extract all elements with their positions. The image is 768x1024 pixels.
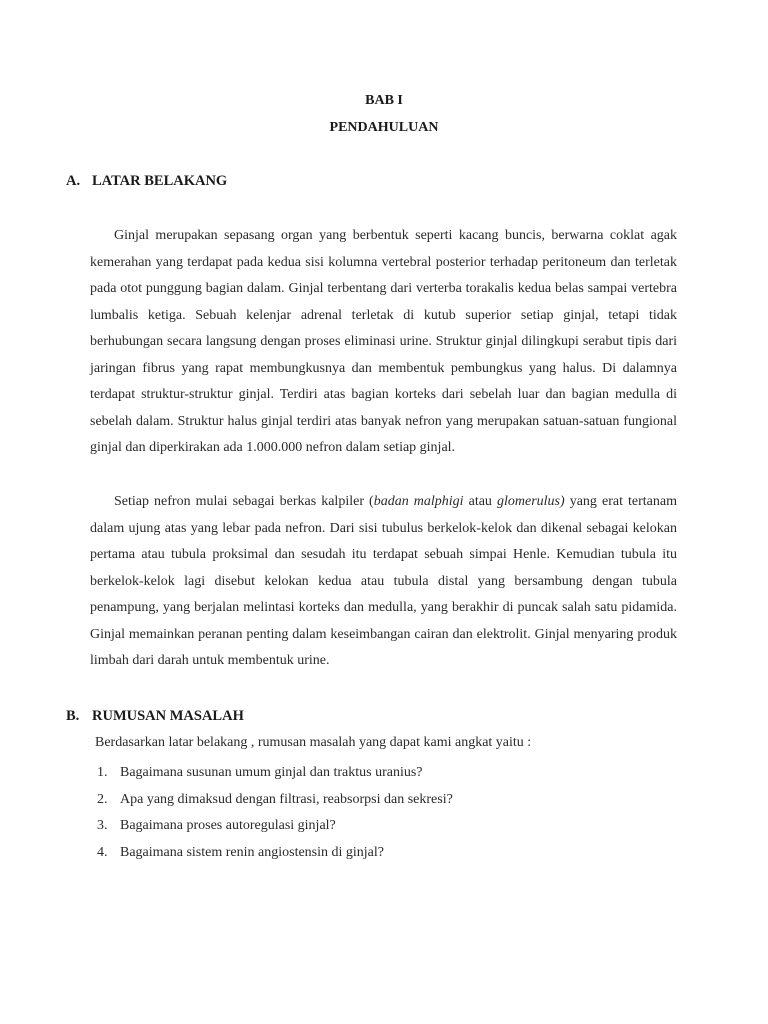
list-item bbox=[97, 813, 453, 840]
paragraph-nefron-text-2: atau bbox=[463, 494, 497, 509]
section-b-heading bbox=[66, 708, 244, 725]
list-item-number: 1. bbox=[97, 765, 108, 780]
chapter-number: BAB I bbox=[365, 93, 403, 108]
rumusan-list bbox=[97, 760, 453, 866]
list-item bbox=[97, 787, 453, 814]
section-a-letter: A. bbox=[66, 173, 81, 189]
section-a-heading bbox=[66, 173, 227, 190]
section-b-letter: B. bbox=[66, 708, 80, 724]
list-item-number: 3. bbox=[97, 818, 108, 833]
section-b-title: RUMUSAN MASALAH bbox=[92, 708, 244, 724]
paragraph-nefron-text-1: Setiap nefron mulai sebagai berkas kalpiler ( bbox=[114, 494, 374, 509]
paragraph-ginjal-intro: Ginjal merupakan sepasang organ yang berbentuk seperti kacang buncis, berwarna coklat agak kemerahan yang terdapat pada kedua sisi kolumna vertebral posterior terhadap peritoneum dan terletak pada otot punggung bagian dalam. Ginjal terbentang dari verterba torakalis kedua belas sampai vertebra lumbalis ketiga. Sebuah kelenjar adrenal terletak di kutub superior setiap ginjal, tetapi tidak berhubungan secara langsung dengan proses eliminasi urine. Struktur ginjal dilingkupi serabut tipis dari jaringan fibrus yang rapat membungkusnya dan membentuk pembungkus yang halus. Di dalamnya terdapat struktur-struktur ginjal. Terdiri atas bagian korteks dari sebelah luar dan bagian medulla di sebelah dalam. Struktur halus ginjal terdiri atas banyak nefron yang merupakan satuan-satuan fungional ginjal dan diperkirakan ada 1.000.000 nefron dalam setiap ginjal. bbox=[90, 228, 677, 455]
term-glomerulus: glomerulus) bbox=[496, 494, 565, 509]
chapter-title: PENDAHULUAN bbox=[329, 120, 439, 135]
section-a-title: LATAR BELAKANG bbox=[92, 173, 228, 189]
list-item bbox=[97, 840, 453, 867]
list-item bbox=[97, 760, 453, 787]
list-item-number: 2. bbox=[97, 791, 108, 807]
list-item-text: Bagaimana proses autoregulasi ginjal? bbox=[120, 818, 336, 833]
list-item-number: 4. bbox=[97, 844, 108, 860]
list-item-text: Bagaimana susunan umum ginjal dan traktus uranius? bbox=[120, 765, 423, 780]
term-badan-malphigi: badan malphigi bbox=[373, 494, 464, 509]
paragraph-nefron bbox=[90, 489, 677, 675]
rumusan-intro: Berdasarkan latar belakang , rumusan masalah yang dapat kami angkat yaitu : bbox=[95, 735, 532, 750]
list-item-text: Bagaimana sistem renin angiostensin di ginjal? bbox=[120, 844, 384, 860]
list-item-text: Apa yang dimaksud dengan filtrasi, reabsorpsi dan sekresi? bbox=[120, 791, 453, 807]
paragraph-nefron-text-3: yang erat tertanam dalam ujung atas yang lebar pada nefron. Dari sisi tubulus berkelok-kelok dan dikenal sebagai kelokan pertama atau tubula proksimal dan sesudah itu terdapat sebuah simpai Henle. Kemudian tubula itu berkelok-kelok lagi disebut kelokan kedua atau tubula distal yang bersambung dengan tubula penampung, yang berjalan melintasi korteks dan medulla, yang berakhir di puncak salah satu pidamida. Ginjal memainkan peranan penting dalam keseimbangan cairan dan elektrolit. Ginjal menyaring produk limbah dari darah untuk membentuk urine. bbox=[90, 494, 677, 668]
